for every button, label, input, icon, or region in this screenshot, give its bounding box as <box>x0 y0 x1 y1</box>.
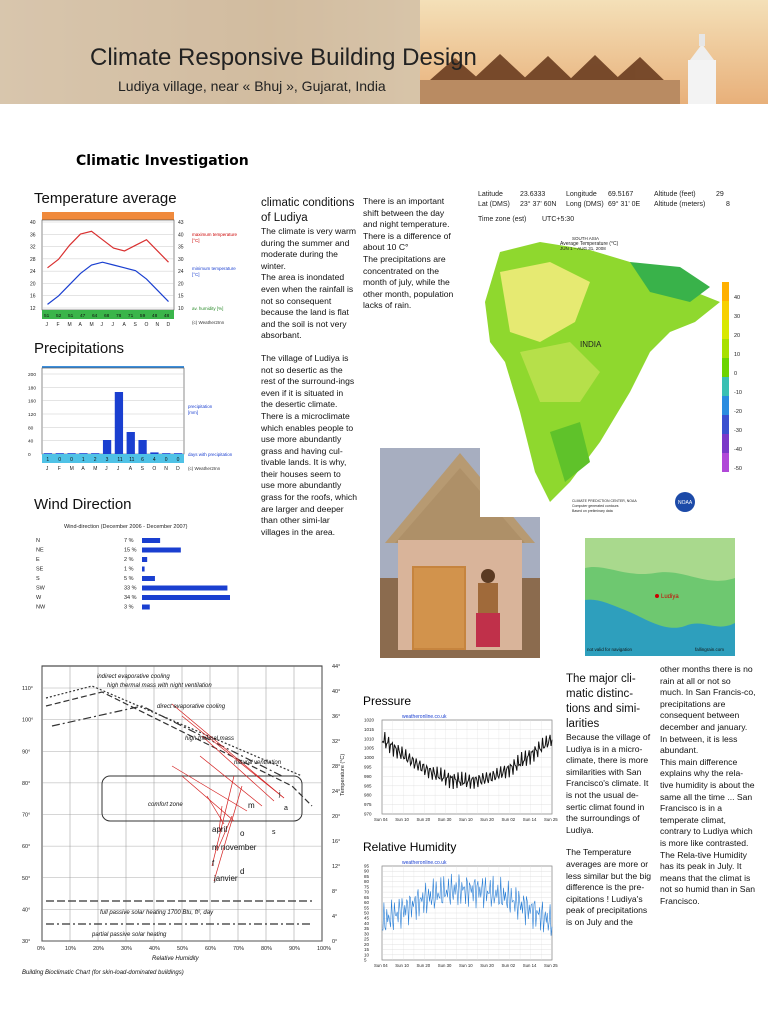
bio-x-tick: 90% <box>289 946 301 952</box>
prec-plot-area <box>42 368 184 454</box>
wind-direction-label: E <box>36 557 40 563</box>
pressure-date-label: Sun 10 <box>395 817 409 822</box>
wind-direction-label: NW <box>36 604 46 611</box>
bio-x-tick: 80% <box>261 946 273 952</box>
humidity-tick: 85 <box>364 873 370 879</box>
bio-y-right-tick: 20° <box>332 814 341 820</box>
prec-credit: (c) Weather2Inn <box>188 466 221 471</box>
temp-left-tick: 32 <box>30 244 36 251</box>
prec-legend-days: days with precipitation <box>188 452 233 457</box>
prec-days-value: 0 <box>176 457 180 463</box>
prec-month-label: M <box>93 466 98 472</box>
wind-chart-title: Wind-direction (December 2006 - December 2007) <box>64 524 188 530</box>
bio-month-label: m <box>248 801 255 810</box>
humidity-date-label: Sun 30 <box>437 963 452 968</box>
pressure-tick: 990 <box>364 773 372 779</box>
temperature-shift-p2: The precipitations are concentrated on the month of july, while the other month, population lacks of rain. <box>363 253 454 311</box>
bio-label-natural-vent: natural ventilation <box>234 760 282 766</box>
wind-direction-label: W <box>36 595 42 601</box>
humidity-tick: 25 <box>364 936 370 942</box>
prec-days-value: 11 <box>117 457 123 463</box>
temp-humidity-value: 48 <box>151 314 158 319</box>
humidity-tick: 15 <box>364 947 370 953</box>
prec-month-label: A <box>128 466 133 472</box>
india-map-svg <box>480 232 740 517</box>
prec-days-value: 6 <box>141 457 144 463</box>
prec-bar <box>56 453 64 454</box>
pressure-tick: 985 <box>364 783 372 789</box>
scale-swatch <box>722 320 729 339</box>
bio-y-right-tick: 12° <box>332 864 341 870</box>
temp-month-label: S <box>133 322 137 328</box>
bio-y-right-tick: 32° <box>332 739 341 745</box>
prec-bar <box>67 453 75 454</box>
prec-month-label: S <box>140 466 144 472</box>
scale-swatch <box>722 434 729 453</box>
prec-days-value: 0 <box>58 457 62 463</box>
temp-month-label: M <box>67 322 72 328</box>
scale-swatch <box>722 282 729 301</box>
page-subtitle: Ludiya village, near « Bhuj », Gujarat, India <box>118 78 386 94</box>
wind-direction-label: NE <box>36 547 44 554</box>
prec-month-label: N <box>164 466 168 472</box>
wind-bar <box>142 595 230 600</box>
temp-left-tick: 28 <box>30 256 36 263</box>
temp-month-label: D <box>166 322 171 328</box>
prec-days-value: 11 <box>129 457 135 463</box>
bio-month-label: o <box>240 829 245 838</box>
temp-left-tick: 40 <box>30 220 36 226</box>
bio-x-tick: 30% <box>121 946 133 952</box>
humidity-date-label: Sun 25 <box>544 963 558 968</box>
temp-right-tick: 30 <box>178 256 184 263</box>
temp-month-label: J <box>111 322 114 328</box>
prec-tick: 0 <box>28 453 31 458</box>
prec-tick: 40 <box>28 439 34 445</box>
prec-month-label: J <box>116 466 120 472</box>
prec-tick: 180 <box>28 386 37 392</box>
temp-month-label: J <box>45 322 48 328</box>
bio-month-label: s <box>272 829 276 836</box>
temperature-shift-p1: There is an important shift between the day and night temperature. There is a difference of about 10 C° <box>363 196 451 253</box>
temp-legend-max: maximum temperature <box>192 232 238 237</box>
humidity-date-label: Sun 20 <box>480 963 494 968</box>
location-map <box>585 538 735 656</box>
map-title-2: Average Temperature (°C) <box>560 241 619 247</box>
wind-percent-label: 5 % <box>124 576 134 582</box>
bio-y-left-tick: 50° <box>22 875 31 882</box>
prec-tick: 200 <box>28 373 37 378</box>
wind-bar <box>142 576 155 581</box>
bio-month-label: m november <box>212 843 257 852</box>
temperature-scale-svg <box>722 282 754 472</box>
prec-month-label: A <box>81 466 85 472</box>
pressure-date-label: Sun 20 <box>416 817 431 822</box>
prec-month-label: J <box>105 466 108 472</box>
wind-percent-label: 33 % <box>124 585 137 592</box>
bio-label-direct-evap: direct evaporative cooling <box>157 704 226 710</box>
pressure-tick: 975 <box>364 802 372 808</box>
comparison-column <box>660 664 756 907</box>
bio-x-tick: 10% <box>65 946 77 952</box>
location-map-svg <box>585 538 735 656</box>
temperature-chart <box>28 212 256 344</box>
prec-bar <box>115 392 123 454</box>
pressure-tick: 980 <box>364 792 372 798</box>
pressure-date-label: Sun 10 <box>459 817 473 822</box>
bio-x-tick: 100% <box>317 946 332 952</box>
humidity-date-label: Sun 14 <box>522 963 537 968</box>
temp-month-label: M <box>89 322 94 328</box>
humidity-date-label: Sun 20 <box>416 963 431 968</box>
bioclimatic-chart-svg <box>22 656 352 978</box>
prec-bar <box>44 453 52 454</box>
prec-month-label: J <box>45 466 49 472</box>
prec-days-value: 0 <box>164 457 168 463</box>
temp-right-tick: 40 <box>178 232 184 239</box>
humidity-tick: 75 <box>364 884 370 890</box>
temp-plot-area <box>42 220 174 310</box>
scale-swatch <box>722 301 729 320</box>
wind-bar <box>142 605 150 610</box>
humidity-tick: 30 <box>364 931 370 937</box>
bio-month-label: j <box>279 791 281 798</box>
temp-month-label: A <box>78 322 82 328</box>
humidity-tick: 45 <box>364 915 370 921</box>
bio-label-full-passive: full passive solar heating 1700 Btu, ft², day <box>100 910 214 916</box>
scale-label: -40 <box>734 447 742 453</box>
precipitation-chart-svg <box>28 362 256 474</box>
bioclimatic-chart <box>22 656 352 978</box>
precipitation-heading: Precipitations <box>34 340 125 357</box>
bio-label-high-mass: high thermal mass <box>185 736 235 742</box>
temp-right-tick: 43 <box>178 220 184 226</box>
bio-y-right-tick: 0° <box>332 939 338 945</box>
bio-month-label: d <box>240 867 245 876</box>
wind-chart <box>30 518 254 612</box>
scale-swatch <box>722 415 729 434</box>
temp-credit: (c) Weather2Inn <box>192 320 225 325</box>
scale-swatch <box>722 358 729 377</box>
scale-label: -50 <box>734 466 742 472</box>
temperature-shift-column <box>363 196 457 312</box>
bio-y-right-tick: 8° <box>332 889 338 895</box>
bio-month-label: janvier <box>214 874 238 883</box>
temp-month-label: A <box>122 322 126 328</box>
humidity-date-label: Sun 04 <box>374 963 388 968</box>
pressure-date-label: Sun 14 <box>522 817 537 822</box>
map-credit-2: Computer generated contours <box>572 504 619 508</box>
pressure-site-label: weatheronline.co.uk <box>402 714 447 720</box>
distinctions-heading: The major cli-matic distinc-tions and simi-larities <box>566 673 641 730</box>
wind-percent-label: 3 % <box>124 604 134 611</box>
pressure-tick: 995 <box>364 764 372 770</box>
prec-bar <box>162 453 170 454</box>
temp-left-tick: 36 <box>30 232 36 239</box>
scale-label: 10 <box>734 352 741 358</box>
humidity-tick: 65 <box>364 894 370 900</box>
temp-left-tick: 24 <box>30 269 36 276</box>
india-country-label: INDIA <box>580 340 602 349</box>
wind-bar <box>142 548 181 553</box>
bio-x-tick: 70% <box>233 946 245 952</box>
temp-right-tick: 20 <box>178 281 184 288</box>
prec-days-value: 1 <box>46 457 50 463</box>
bio-y-right-label: Temperature (°C) <box>340 753 346 796</box>
bio-label-partial-passive: partial passive solar heating <box>92 932 167 938</box>
temp-humidity-value: 51 <box>67 314 74 319</box>
temperature-chart-svg <box>28 212 256 344</box>
scale-swatch <box>722 339 729 358</box>
humidity-tick: 80 <box>364 879 370 885</box>
pressure-date-label: Sun 25 <box>544 817 558 822</box>
wind-chart-svg <box>30 518 254 612</box>
pressure-date-label: Sun 30 <box>437 817 452 822</box>
pressure-date-label: Sun 02 <box>501 817 516 822</box>
humidity-chart <box>362 856 558 972</box>
location-map-credit: fallingrain.com <box>695 647 725 652</box>
wind-direction-label: N <box>36 538 40 544</box>
prec-bar <box>174 453 182 454</box>
prec-bar <box>150 452 158 454</box>
comparison-p1: other months there is no rain at all or not so much. In San Francis-co, precipitations are consequent between december and january. In between, it is less abundant. <box>660 664 756 756</box>
wind-percent-label: 7 % <box>124 538 134 544</box>
humidity-date-label: Sun 10 <box>459 963 473 968</box>
climatic-conditions-p2: The area is inondated even when the rainfall is not so consequent because the land is flat and the soil is not very absorbant. <box>261 272 354 341</box>
temp-right-tick: 15 <box>178 293 184 300</box>
india-temperature-map <box>480 232 740 517</box>
wind-percent-label: 15 % <box>124 547 137 554</box>
bio-month-label: april <box>212 825 228 834</box>
temp-humidity-value: 68 <box>103 314 110 319</box>
ludiya-marker <box>655 594 659 598</box>
temp-humidity-value: 78 <box>115 314 122 319</box>
humidity-tick: 35 <box>364 926 370 932</box>
scale-label: -10 <box>734 390 742 396</box>
climatic-conditions-column <box>261 196 357 538</box>
bio-y-right-tick: 40° <box>332 689 341 695</box>
bio-caption: Building Bioclimatic Chart (for skin-load-dominated buildings) <box>22 970 184 976</box>
noaa-label: NOAA <box>678 500 693 506</box>
temp-left-tick: 20 <box>30 281 36 288</box>
prec-days-band <box>42 454 184 463</box>
humidity-tick: 10 <box>364 952 370 958</box>
temp-humidity-value: 51 <box>44 314 50 319</box>
section-title: Climatic Investigation <box>76 153 249 169</box>
scale-label: 30 <box>734 314 741 320</box>
wind-bar <box>142 586 227 591</box>
climatic-conditions-p1: The climate is very warm during the summer and moderate during the winter. <box>261 226 357 271</box>
map-credit-3: Based on preliminary data <box>572 509 613 513</box>
wind-heading: Wind Direction <box>34 496 132 513</box>
prec-days-value: 2 <box>93 457 97 463</box>
bio-y-left-tick: 40° <box>22 907 31 914</box>
temp-legend-humidity: av. humidity [%] <box>192 306 224 311</box>
temp-month-label: O <box>144 322 149 328</box>
comparison-p2: This main difference explains why the rela-tive humidity is about the same all the time ... San Francisco is in a temperate climat, contrary to Ludiya which is more like contrasted. The Rela-tive Humidity has its peak in July. It means that the climat is not so humid than in San Francisco. <box>660 756 756 906</box>
bio-x-tick: 50% <box>177 946 189 952</box>
climatic-conditions-p3: The village of Ludiya is not so desertic as the rest of the surround-ings even if it is situated in the desertic climate. There is a microclimate which enables people to use more abundantly grass and having cul-tivable lands. It is why, their houses seem to use more abundantly grass for the roofs, which are larger and deeper than other simi-lar villages in the area. <box>261 352 358 537</box>
prec-tick: 160 <box>28 399 37 405</box>
bio-y-left-tick: 30° <box>22 939 31 945</box>
bio-y-left-tick: 80° <box>22 780 31 787</box>
scale-swatch <box>722 377 729 396</box>
temp-legend-min: minimum temperature <box>192 266 236 271</box>
humidity-heading: Relative Humidity <box>363 840 457 854</box>
pressure-tick: 1005 <box>364 745 375 751</box>
bio-label-indirect-evap: indirect evaporative cooling <box>97 674 170 680</box>
distinctions-p1: Because the village of Ludiya is in a micro-climate, there is more similarities with San Francisco's climate. It is not the usual de-sertic climat found in the surroundings of Ludiya. <box>566 732 651 835</box>
prec-month-label: O <box>152 466 157 472</box>
prec-bar <box>103 440 111 454</box>
temp-humidity-value: 52 <box>55 314 62 319</box>
bio-y-right-tick: 24° <box>332 789 341 795</box>
bio-x-axis-label: Relative Humidity <box>152 956 199 962</box>
pressure-tick: 1015 <box>364 726 375 732</box>
humidity-tick: 70 <box>364 889 370 895</box>
prec-legend-precip: precipitation <box>188 404 213 409</box>
temp-humidity-value: 64 <box>91 314 98 319</box>
ludiya-label: Ludiya <box>661 594 679 600</box>
temp-right-tick: 35 <box>178 244 184 251</box>
map-title-1: SOUTH ASIA <box>572 236 600 241</box>
temp-legend-min-unit: [°C] <box>192 272 200 277</box>
humidity-chart-svg <box>362 856 558 972</box>
humidity-tick: 55 <box>364 905 370 911</box>
wind-direction-label: SW <box>36 585 45 592</box>
scale-label: -30 <box>734 428 742 434</box>
bio-y-right-tick: 36° <box>332 714 341 720</box>
bio-x-tick: 40% <box>149 946 161 952</box>
bio-label-comfort: comfort zone <box>148 802 183 808</box>
prec-days-value: 4 <box>152 457 156 463</box>
temp-legend-max-unit: [°C] <box>192 238 200 243</box>
temp-left-tick: 16 <box>30 293 36 300</box>
bio-y-right-tick: 44° <box>332 664 341 670</box>
page-title: Climate Responsive Building Design <box>90 44 477 71</box>
bio-month-label: f <box>212 859 215 868</box>
bio-y-right-tick: 4° <box>332 914 338 920</box>
bio-y-left-tick: 60° <box>22 844 31 851</box>
bio-y-left-tick: 90° <box>22 749 31 756</box>
humidity-tick: 90 <box>364 868 370 874</box>
temp-right-tick: 24 <box>178 269 184 276</box>
prec-legend-precip-unit: [mm] <box>188 410 198 415</box>
wind-percent-label: 1 % <box>124 566 134 573</box>
prec-bar <box>127 432 135 454</box>
prec-days-value: 0 <box>70 457 73 463</box>
map-title-3: JUN 1 – AUG 31, 2008 <box>560 246 606 251</box>
location-map-note: not valid for navigation <box>587 647 633 652</box>
pressure-tick: 1010 <box>364 736 375 742</box>
distinctions-p2: The Temperature averages are more or less similar but the big difference is the pre-cipitations ! Ludiya's peak of precipitations is on July and the <box>566 847 652 927</box>
distinctions-column <box>566 672 654 929</box>
prec-month-label: D <box>176 466 180 472</box>
humidity-tick: 5 <box>364 957 367 963</box>
temp-month-label: J <box>100 322 103 328</box>
humidity-date-label: Sun 10 <box>395 963 409 968</box>
temp-humidity-value: 59 <box>139 314 146 319</box>
scale-label: 40 <box>734 295 741 301</box>
climatic-conditions-heading: climatic conditions of Ludiya <box>261 197 355 224</box>
scale-label: 20 <box>734 333 741 339</box>
scale-swatch <box>722 453 729 472</box>
temp-left-tick: 12 <box>30 306 36 312</box>
temp-month-label: N <box>155 322 160 328</box>
prec-days-value: 3 <box>105 457 109 463</box>
scale-label: -20 <box>734 409 742 415</box>
prec-bar <box>79 453 87 454</box>
pressure-tick: 970 <box>364 811 372 817</box>
temp-humidity-value: 48 <box>163 314 170 319</box>
bio-label-high-mass-vent: high thermal mass with night ventilation <box>107 683 212 689</box>
humidity-tick: 20 <box>364 941 370 947</box>
prec-tick: 80 <box>28 426 34 432</box>
pressure-chart-svg <box>362 710 558 834</box>
wind-bar <box>142 557 147 562</box>
prec-bar <box>91 453 99 454</box>
scale-label: 0 <box>734 371 738 377</box>
pressure-date-label: Sun 04 <box>374 817 388 822</box>
temp-right-tick: 10 <box>178 306 184 312</box>
prec-tick: 120 <box>28 413 37 418</box>
prec-month-label: M <box>69 466 74 472</box>
wind-bar <box>142 538 160 543</box>
wind-percent-label: 2 % <box>124 557 134 563</box>
bio-y-left-tick: 100° <box>22 717 34 724</box>
wind-bar <box>142 567 145 572</box>
temperature-heading: Temperature average <box>34 190 177 207</box>
prec-days-value: 1 <box>81 457 85 463</box>
humidity-tick: 60 <box>364 900 370 906</box>
wind-percent-label: 34 % <box>124 595 137 601</box>
temp-month-label: F <box>56 322 60 328</box>
pressure-tick: 1020 <box>364 717 375 723</box>
bio-y-left-tick: 110° <box>22 686 33 692</box>
wind-direction-label: S <box>36 576 40 582</box>
location-info: Latitude 23.6333 Longitude 69.5167 Altitude (feet) 29 Lat (DMS) 23° 37' 60N Long (DMS) 69° 31' 0E Altitude (meters) 8 Time zone (est) UTC+5:30 <box>478 191 730 223</box>
pressure-date-label: Sun 20 <box>480 817 494 822</box>
humidity-tick: 95 <box>364 863 370 869</box>
bio-month-label: a <box>284 805 288 812</box>
bio-y-right-tick: 16° <box>332 839 341 845</box>
prec-bar <box>138 440 146 454</box>
prec-month-label: F <box>57 466 61 472</box>
pressure-tick: 1000 <box>364 755 375 761</box>
precipitation-chart <box>28 362 256 474</box>
bio-x-tick: 20% <box>93 946 105 952</box>
bio-y-left-tick: 70° <box>22 812 31 819</box>
humidity-tick: 50 <box>364 910 370 916</box>
wind-direction-label: SE <box>36 566 44 573</box>
humidity-tick: 40 <box>364 920 370 926</box>
temp-top-band <box>42 212 174 221</box>
pressure-chart <box>362 710 558 834</box>
humidity-site-label: weatheronline.co.uk <box>402 860 447 866</box>
pressure-heading: Pressure <box>363 694 412 708</box>
bio-y-right-tick: 28° <box>332 764 341 770</box>
scale-swatch <box>722 396 729 415</box>
humidity-date-label: Sun 02 <box>501 963 516 968</box>
bio-x-tick: 60% <box>205 946 217 952</box>
temperature-scale <box>722 282 754 472</box>
bio-x-tick: 0% <box>37 946 45 952</box>
map-credit-1: CLIMATE PREDICTION CENTER, NOAA <box>572 499 637 503</box>
temp-humidity-value: 47 <box>79 314 86 319</box>
temp-humidity-value: 71 <box>127 314 134 319</box>
